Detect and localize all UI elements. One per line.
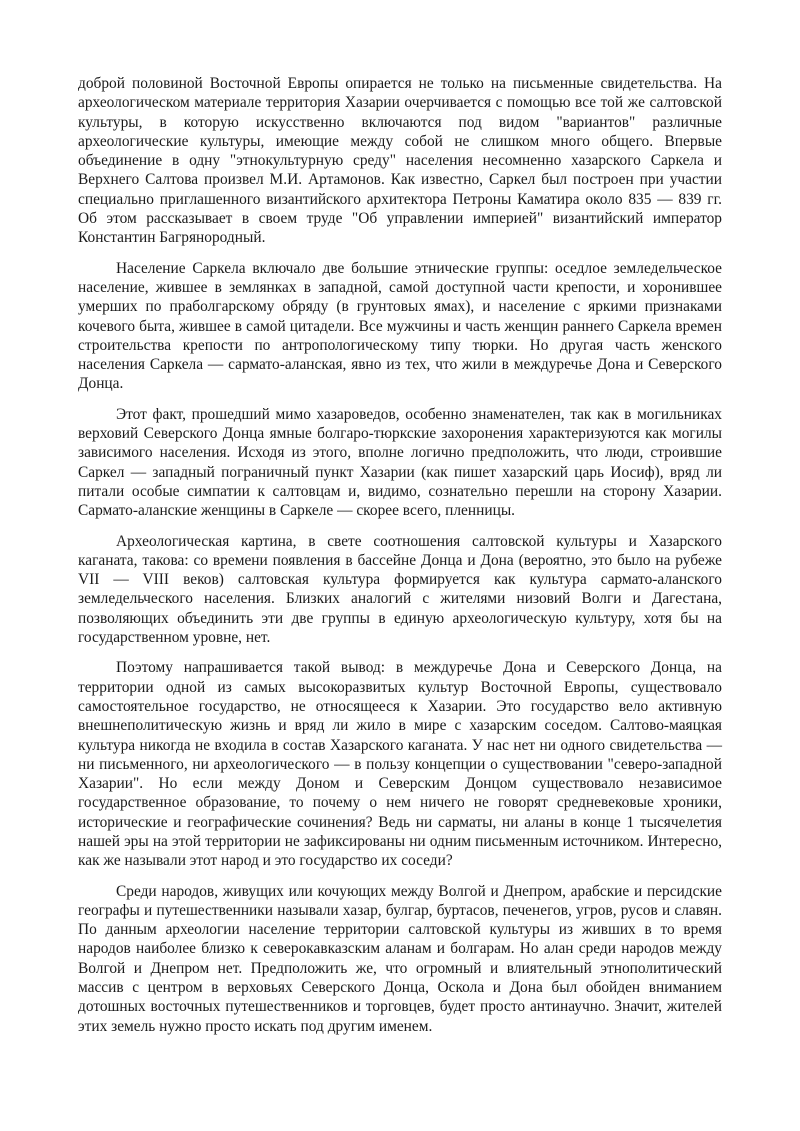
document-page xyxy=(78,74,722,1047)
paragraph-4: Археологическая картина, в свете соотношения салтовской культуры и Хазарского каганата, такова: со времени появления в бассейне Донца и Дона (вероятно, это было на рубеже VII — VIII веков) салтовская культура формируется как культура сармато-аланского земледельческого населения. Близких аналогий с жителями низовий Волги и Дагестана, позволяющих объединить эти две группы в единую археологическую культуру, хотя бы на государственном уровне, нет. xyxy=(78,532,722,647)
paragraph-1: доброй половиной Восточной Европы опирается не только на письменные свидетельства. На археологическом материале территория Хазарии очерчивается с помощью все той же салтовской культуры, в которую искусственно включаются под видом "вариантов" различные археологические культуры, имеющие между собой не слишком много общего. Впервые объединение в одну "этнокультурную среду" населения несомненно хазарского Саркела и Верхнего Салтова произвел М.И. Артамонов. Как известно, Саркел был построен при участии специально приглашенного византийского архитектора Петроны Каматира около 835 — 839 гг. Об этом рассказывает в своем труде "Об управлении империей" византийский император Константин Багрянородный. xyxy=(78,75,722,247)
paragraph-6: Среди народов, живущих или кочующих между Волгой и Днепром, арабские и персидские географы и путешественники называли хазар, булгар, буртасов, печенегов, угров, русов и славян. По данным археологии население территории салтовской культуры из живших в то время народов наиболее близко к северокавказским аланам и болгарам. Но алан среди народов между Волгой и Днепром нет. Предположить же, что огромный и влиятельный этнополитический массив с центром в верховьях Северского Донца, Оскола и Дона был обойден вниманием дотошных восточных путешественников и торговцев, будет просто антинаучно. Значит, жителей этих земель нужно просто искать под другим именем. xyxy=(78,882,722,1035)
paragraph-5: Поэтому напрашивается такой вывод: в междуречье Дона и Северского Донца, на территории одной из самых высокоразвитых культур Восточной Европы, существовало самостоятельное государство, не относящееся к Хазарии. Это государство вело активную внешнеполитическую жизнь и вряд ли жило в мире с хазарским соседом. Салтово-маяцкая культура никогда не входила в состав Хазарского каганата. У нас нет ни одного свидетельства — ни письменного, ни археологического — в пользу концепции о существовании "северо-западной Хазарии". Но если между Доном и Северским Донцом существовало независимое государственное образование, то почему о нем ничего не говорят средневековые хроники, исторические и географические сочинения? Ведь ни сарматы, ни аланы в конце 1 тысячелетия нашей эры на этой территории не зафиксированы ни одним письменным источником. Интересно, как же называли этот народ и это государство их соседи? xyxy=(78,659,722,870)
paragraph-2: Население Саркела включало две большие этнические группы: оседлое земледельческое население, жившее в землянках в западной, самой доступной части крепости, и хоронившее умерших по праболгарскому обряду (в грунтовых ямах), и население с яркими признаками кочевого быта, жившее в самой цитадели. Все мужчины и часть женщин раннего Саркела времен строительства крепости по антропологическому типу тюрки. Но другая часть женского населения Саркела — сармато-аланская, явно из тех, что жили в междуречье Дона и Северского Донца. xyxy=(78,259,722,393)
paragraph-3: Этот факт, прошедший мимо хазароведов, особенно знаменателен, так как в могильниках верховий Северского Донца ямные болгаро-тюркские захоронения характеризуются как могилы зависимого населения. Исходя из этого, вполне логично предположить, что люди, строившие Саркел — западный пограничный пункт Хазарии (как пишет хазарский царь Иосиф), вряд ли питали особые симпатии к салтовцам и, видимо, сознательно перешли на сторону Хазарии. Сармато-аланские женщины в Саркеле — скорее всего, пленницы. xyxy=(78,405,722,520)
